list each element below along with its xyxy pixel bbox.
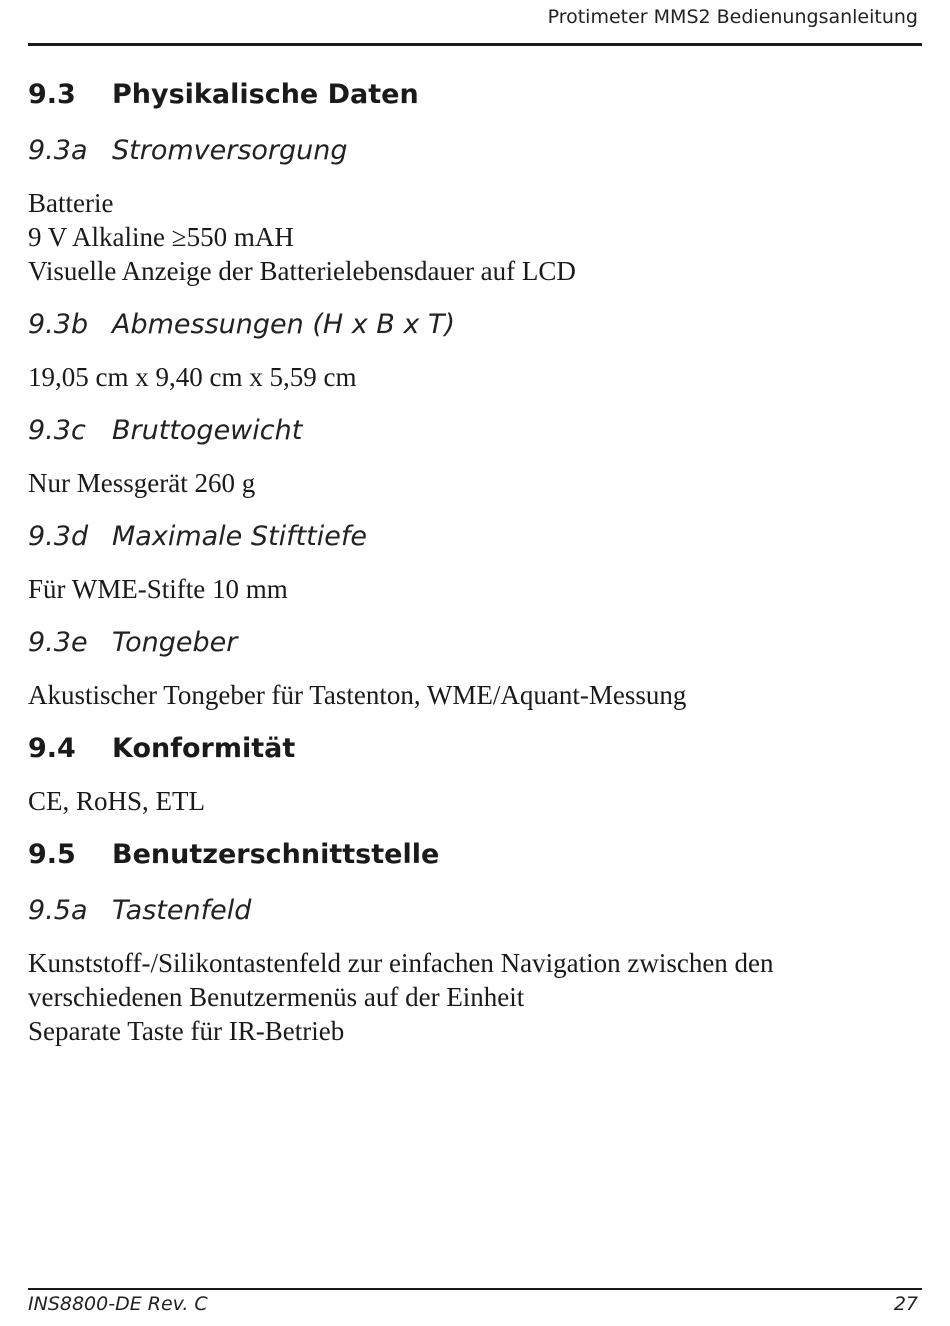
subsection-title: Tongeber [112,627,238,658]
subsection-heading-9-3b [28,304,922,346]
footer-rule [28,1288,922,1290]
subsection-number: 9.3a [28,135,88,166]
running-header: Protimeter MMS2 Bedienungsanleitung [547,6,918,28]
subsection-number: 9.3e [28,627,88,658]
section-title: Physikalische Daten [112,79,419,110]
section-heading-9-4 [28,728,922,770]
subsection-heading-9-3c [28,410,922,452]
subsection-title: Stromversorgung [112,135,348,166]
section-title: Konformität [112,733,296,764]
keypad-description-line-1: Kunststoff-/Silikontastenfeld zur einfachen Navigation zwischen den [28,948,774,978]
subsection-heading-9-5a [28,890,922,932]
subsection-title: Maximale Stifttiefe [112,521,367,552]
dimensions-value: 19,05 cm x 9,40 cm x 5,59 cm [28,362,357,392]
section-heading-9-5 [28,834,922,876]
page-content [28,74,922,1048]
keypad-description-line-2: verschiedenen Benutzermenüs auf der Einheit [28,982,525,1012]
footer-doc-id: INS8800-DE Rev. C [28,1293,208,1315]
subsection-number: 9.3d [28,521,89,552]
subsection-heading-9-3a [28,130,922,172]
subsection-number: 9.3c [28,415,86,446]
buzzer-description: Akustischer Tongeber für Tastenton, WME/Aquant-Messung [28,680,687,710]
subsection-number: 9.5a [28,895,88,926]
conformity-value: CE, RoHS, ETL [28,786,206,816]
pin-depth-value: Für WME-Stifte 10 mm [28,574,288,604]
subsection-heading-9-3e [28,622,922,664]
header-rule [28,43,922,46]
section-title: Benutzerschnittstelle [112,839,440,870]
section-number: 9.4 [28,733,76,764]
subsection-title: Tastenfeld [112,895,252,926]
section-number: 9.3 [28,79,76,110]
subsection-title: Abmessungen (H x B x T) [112,309,455,340]
battery-spec: 9 V Alkaline ≥550 mAH [28,222,294,252]
section-heading-9-3 [28,74,922,116]
battery-indicator: Visuelle Anzeige der Batterielebensdauer auf LCD [28,256,576,286]
subsection-number: 9.3b [28,309,89,340]
battery-label: Batterie [28,188,114,218]
section-number: 9.5 [28,839,76,870]
page-number: 27 [893,1293,918,1315]
subsection-heading-9-3d [28,516,922,558]
weight-value: Nur Messgerät 260 g [28,468,256,498]
subsection-title: Bruttogewicht [112,415,303,446]
ir-key-description: Separate Taste für IR-Betrieb [28,1016,345,1046]
